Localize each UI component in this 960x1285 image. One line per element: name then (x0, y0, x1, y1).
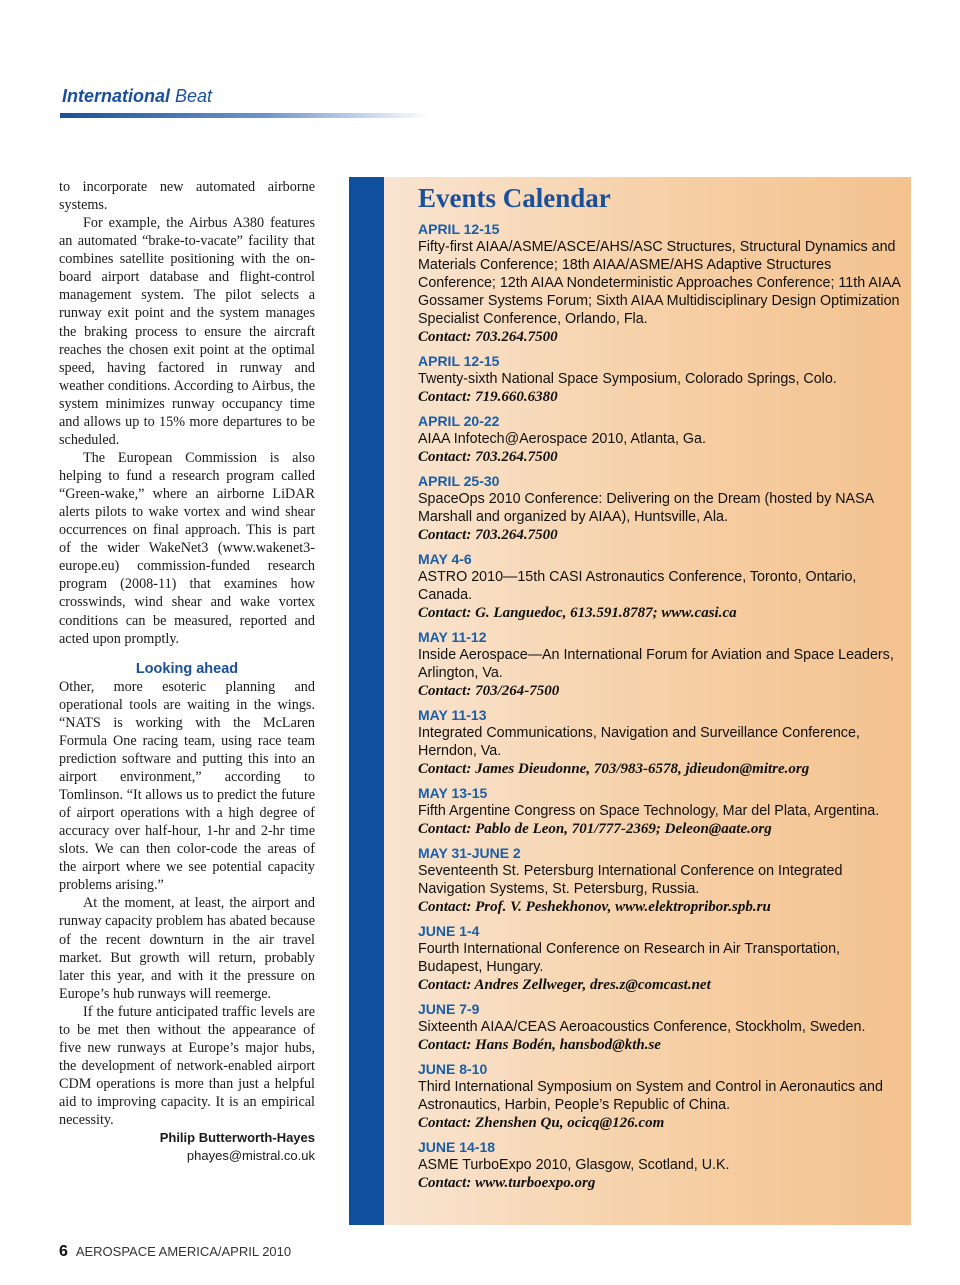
event-contact: Contact: 703.264.7500 (418, 527, 558, 543)
event-contact: Contact: www.turboexpo.org (418, 1175, 596, 1191)
event-date: JUNE 14-18 (418, 1139, 496, 1155)
publication-line: AEROSPACE AMERICA/APRIL 2010 (75, 1244, 292, 1259)
event-date: JUNE 7-9 (418, 1001, 480, 1017)
event-date: MAY 13-15 (418, 785, 488, 801)
page-footer (59, 1243, 291, 1261)
event-item (418, 473, 908, 544)
event-description: Seventeenth St. Petersburg International Conference on Integrated Navigation Systems, St. Petersburg, Russia. (418, 863, 843, 897)
event-item (418, 353, 908, 406)
events-title: Events Calendar (418, 183, 611, 213)
author-email: phayes@mistral.co.uk (186, 1148, 315, 1164)
event-description: Twenty-sixth National Space Symposium, Colorado Springs, Colo. (418, 371, 837, 387)
event-description: Fourth International Conference on Research in Air Transportation, Budapest, Hungary. (418, 941, 840, 975)
event-item (418, 1139, 908, 1192)
events-calendar-panel (349, 177, 911, 1225)
event-date: APRIL 12-15 (418, 353, 500, 369)
event-date: APRIL 25-30 (418, 473, 500, 489)
page-number: 6 (59, 1243, 68, 1260)
header-rule (60, 113, 430, 118)
event-contact: Contact: Zhenshen Qu, ocicq@126.com (418, 1115, 665, 1131)
event-item (418, 785, 908, 838)
article-paragraph: At the moment, at least, the airport and runway capacity problem has abated because of the recent downturn in the air travel market. But growth will return, probably later this year, and with it the pressure on Europe’s hub runways will reemerge. (59, 895, 315, 1002)
event-contact: Contact: Pablo de Leon, 701/777-2369; Deleon@aate.org (418, 821, 772, 837)
event-description: Third International Symposium on System and Control in Aeronautics and Astronautics, Harbin, People’s Republic of China. (418, 1079, 883, 1113)
event-description: Fifty-first AIAA/ASME/ASCE/AHS/ASC Structures, Structural Dynamics and Materials Conference; 18th AIAA/ASME/AHS Adaptive Structures Conference; 12th AIAA Nondeterministic Approaches Conference; 11th AIAA Gossamer Systems Forum; Sixth AIAA Multidisciplinary Design Optimization Specialist Conference, Orlando, Fla. (418, 239, 901, 327)
event-description: Fifth Argentine Congress on Space Technology, Mar del Plata, Argentina. (418, 803, 880, 819)
article-paragraph: For example, the Airbus A380 features an automated “brake-to-vacate” facility that combines satellite positioning with the on-board airport database and flight-control management system. The pilot selects a runway exit point and the system manages the braking process to ensure the aircraft reaches the chosen exit point at the optimal speed, having factored in runway and weather conditions. According to Airbus, the system minimizes runway occupancy time and allows up to 15% more departures to be scheduled. (59, 215, 315, 448)
events-content (418, 181, 908, 1199)
event-date: APRIL 12-15 (418, 221, 500, 237)
event-item (418, 707, 908, 778)
event-contact: Contact: 719.660.6380 (418, 389, 558, 405)
event-description: ASME TurboExpo 2010, Glasgow, Scotland, U.K. (418, 1157, 730, 1173)
event-contact: Contact: Prof. V. Peshekhonov, www.elektropribor.spb.ru (418, 899, 771, 915)
event-item (418, 413, 908, 466)
event-date: JUNE 8-10 (418, 1061, 488, 1077)
event-item (418, 845, 908, 916)
event-description: Inside Aerospace—An International Forum for Aviation and Space Leaders, Arlington, Va. (418, 647, 894, 681)
event-item (418, 551, 908, 622)
event-item (418, 923, 908, 994)
event-item (418, 221, 908, 346)
event-description: ASTRO 2010—15th CASI Astronautics Conference, Toronto, Ontario, Canada. (418, 569, 857, 603)
event-description: SpaceOps 2010 Conference: Delivering on the Dream (hosted by NASA Marshall and organized by AIAA), Huntsville, Ala. (418, 491, 874, 525)
event-date: MAY 4-6 (418, 551, 472, 567)
article-subhead: Looking ahead (135, 660, 239, 677)
event-item (418, 1001, 908, 1054)
event-contact: Contact: James Dieudonne, 703/983-6578, jdieudon@mitre.org (418, 761, 810, 777)
events-side-bar (349, 177, 384, 1225)
event-contact: Contact: G. Languedoc, 613.591.8787; www.casi.ca (418, 605, 737, 621)
section-title-strong: International (62, 86, 171, 106)
event-item (418, 629, 908, 700)
event-item (418, 1061, 908, 1132)
event-contact: Contact: Hans Bodén, hansbod@kth.se (418, 1037, 661, 1053)
article-paragraph: Other, more esoteric planning and operational tools are waiting in the wings. “NATS is working with the McLaren Formula One racing team, using race team prediction software and putting this into an airport environment,” according to Tomlinson. “It allows us to predict the future of airport operations with a high degree of accuracy over half-hour, 1-hr and 2-hr time slots. We can then color-code the areas of the airport where we see potential capacity problems arising.” (59, 678, 315, 894)
event-contact: Contact: Andres Zellweger, dres.z@comcast.net (418, 977, 711, 993)
event-date: APRIL 20-22 (418, 413, 500, 429)
article-paragraph: to incorporate new automated airborne systems. (59, 179, 315, 214)
event-description: Sixteenth AIAA/CEAS Aeroacoustics Conference, Stockholm, Sweden. (418, 1019, 866, 1035)
article-paragraph: If the future anticipated traffic levels are to be met then without the appearance of five new runways at Europe’s major hubs, the development of network-enabled airport CDM operations is more than just a helpful aid to improving capacity. It is an empirical necessity. (59, 1003, 315, 1129)
event-description: AIAA Infotech@Aerospace 2010, Atlanta, Ga. (418, 431, 706, 447)
event-contact: Contact: 703.264.7500 (418, 449, 558, 465)
event-date: MAY 11-12 (418, 629, 487, 645)
section-header (62, 86, 212, 107)
section-title-light: Beat (175, 86, 213, 106)
event-date: JUNE 1-4 (418, 923, 480, 939)
event-date: MAY 11-13 (418, 707, 487, 723)
event-date: MAY 31-JUNE 2 (418, 845, 521, 861)
article-column (59, 178, 315, 1165)
author-name: Philip Butterworth-Hayes (159, 1130, 315, 1146)
article-paragraph: The European Commission is also helping to fund a research program called “Green-wake,” where an airborne LiDAR alerts pilots to wake vortex and wind shear occurrences on final approach. This is part of the wider WakeNet3 (www.wakenet3-europe.eu) commission-funded research program (2008-11) that examines how crosswinds, wind shear and wake vortex conditions can be measured, reported and acted upon promptly. (59, 449, 315, 647)
event-description: Integrated Communications, Navigation and Surveillance Conference, Herndon, Va. (418, 725, 860, 759)
event-contact: Contact: 703.264.7500 (418, 329, 558, 345)
event-contact: Contact: 703/264-7500 (418, 683, 560, 699)
